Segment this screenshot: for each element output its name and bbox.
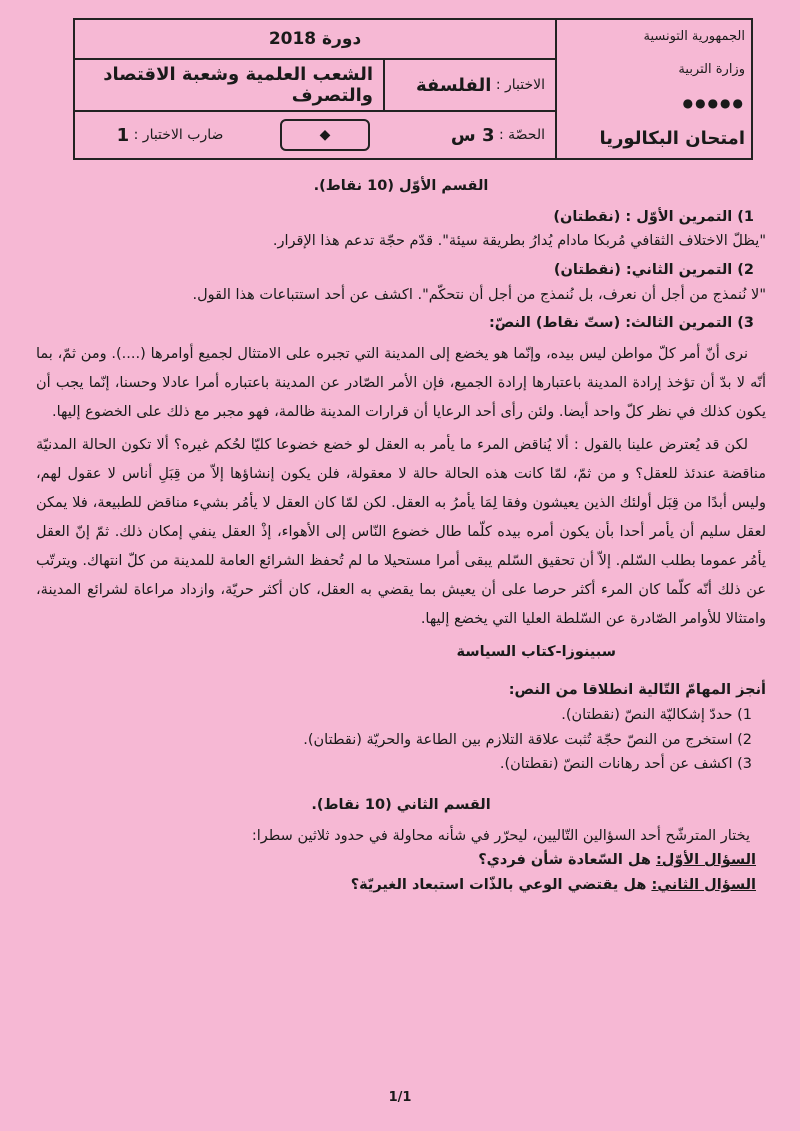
- exercise-1: [36, 205, 754, 230]
- subject-row: [75, 60, 555, 112]
- republic-label: الجمهورية التونسية: [643, 29, 745, 45]
- subject-value: الفلسفة: [415, 74, 492, 96]
- exercise-1-text: "يظلّ الاختلاف الثقافي مُربكا مادام يُدارُ بطريقة سيئة". قدّم حجّة تدعم هذا الإقرار.: [272, 233, 766, 250]
- question-2: [36, 873, 756, 898]
- text-paragraph-2: لكن قد يُعترض علينا بالقول : ألا يُناقض المرء ما يأمر به العقل لو خضع خضوعا كليّا لحُكم غيره؟ ألا تكون الحالة المدنيّة مناقضة عندئذ للعقل؟ و من ثمّ، لمّا كانت هذه الحالة حالة لا معقولة، فلن يكون إنشاؤها إلاّ من قِبَلِ أناس لا عقول لهم، وليس أبدًا من قِبَل أولئك الذين يعيشون وفقا لِمَا يأمرُ به العقل. لكن لمّا كان العقل لا يأمُر بشيء مناقض للطبيعة، فلا يمكن لعقل سليم أن يأمر أحدا بأن يكون أمره بيده كلّما طال خضوع النّاس إلى الأهواء، إذْ العقل ينفي إمكان ذلك. ثمّ إنّ العقل يأمُر عموما بطلب السّلم. إلاّ أن تحقيق السّلم يبقى أمرا مستحيلا ما لم تُحفظ الشرائع العامة للمدينة من كلّ انتهاك. ويترتّب عن ذلك أنّه كلّما كان المرء أكثر حرصا على أن يعيش بما يقضي به العقل، كان أكثر حريّة، وازداد مراعاة لشرائع المدينة، وامتثالا للأوامر الصّادرة عن السّلطة العليا التي يخضع إليها.: [36, 436, 766, 627]
- exercise-3-title: 3) التمرين الثالث: (ستّ نقاط) النصّ:: [488, 315, 754, 332]
- question-1-text: هل السّعادة شأن فردي؟: [478, 852, 651, 869]
- exam-title: امتحان البكالوريا: [599, 127, 745, 149]
- duration-cell: [385, 112, 555, 158]
- question-1: [36, 848, 756, 873]
- duration-value: 3 س: [450, 124, 495, 146]
- question-2-text: هل يقتضي الوعي بالذّات استبعاد الغيريّة؟: [350, 876, 647, 893]
- exam-header: [73, 18, 753, 160]
- part2-instruction: يختار المترشّح أحد السؤالين التّاليين، ليحرّر في شأنه محاولة في حدود ثلاثين سطرا:: [251, 827, 750, 844]
- coef-cell: [75, 112, 265, 158]
- tasks-title: أنجز المهامّ التّالية انطلاقا من النص:: [508, 682, 766, 699]
- ministry-label: وزارة التربية: [678, 62, 745, 78]
- branches-cell: الشعب العلمية وشعبة الاقتصاد والتصرف: [103, 64, 373, 106]
- dots-separator: ●●●●●: [682, 95, 745, 110]
- subject-cell: [383, 60, 555, 110]
- duration-row: [75, 112, 555, 158]
- exercise-1-title: 1) التمرين الأوّل : (نقطتان): [553, 208, 754, 225]
- diamond-cell: [265, 112, 385, 158]
- question-1-label: السؤال الأوّل:: [655, 852, 756, 869]
- text-paragraph-1: نرى أنّ أمر كلّ مواطن ليس بيده، وإنّما هو يخضع إلى المدينة التي تجبره على الامتثال لجميع أوامرها (....). ومن ثمّ، بما أنّه لا بدّ أن تؤخذ إرادة المدينة باعتبارها إرادة الجميع، فإن الأمر الصّادر عن المدينة باعتباره أمرا عادلا وحسنا، إنّما يجب أن يكون كذلك في نظر كلّ واحد أيضا. ولئن رأى أحد الرعايا أن قرارات المدينة ظالمة، فهو مجبر مع ذلك على الخضوع إليها.: [36, 345, 766, 420]
- exam-info: [75, 20, 555, 158]
- exercise-2-title: 2) التمرين الثاني: (نقطتان): [553, 261, 754, 278]
- text-author: سبينوزا-كتاب السياسة: [456, 643, 616, 660]
- part1-title: القسم الأوّل (10 نقاط).: [313, 178, 489, 194]
- session-row: [75, 20, 555, 60]
- part2-title: القسم الثاني (10 نقاط).: [311, 797, 491, 814]
- exercise-2-text: "لا نُنمذج من أجل أن نعرف، بل نُنمذج من أجل أن نتحكّم". اكشف عن أحد استتباعات هذا القول.: [192, 286, 766, 303]
- task-item: 2) استخرج من النصّ حجّة تُثبت علاقة التلازم بين الطاعة والحريّة (نقطتان).: [303, 731, 752, 748]
- duration-label: الحصّة :: [498, 127, 545, 143]
- coef-value: 1: [116, 124, 130, 146]
- exercise-3: [36, 311, 754, 336]
- exam-content: [36, 170, 766, 898]
- coef-label: ضارب الاختبار :: [133, 127, 224, 143]
- task-item: 1) حددّ إشكاليّة النصّ (نقطتان).: [561, 707, 752, 724]
- subject-label: الاختبار :: [495, 77, 545, 93]
- page-number: 1/1: [388, 1090, 412, 1105]
- question-2-label: السؤال الثاني:: [651, 876, 756, 893]
- diamond-icon: ◆: [280, 119, 370, 151]
- exercise-2: [36, 258, 754, 283]
- session-label: دورة 2018: [268, 29, 362, 49]
- task-item: 3) اكشف عن أحد رهانات النصّ (نقطتان).: [499, 756, 752, 773]
- ministry-block: [555, 20, 751, 158]
